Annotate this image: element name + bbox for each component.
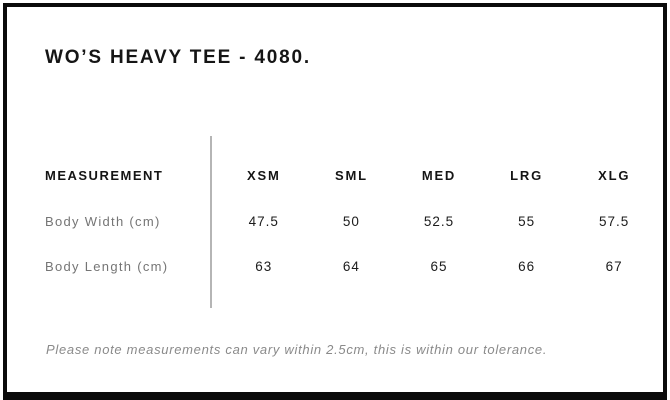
body-length-xsm-value: 63	[255, 258, 273, 274]
column-header-lrg: LRG	[510, 167, 543, 183]
table-row-body-width	[45, 212, 658, 230]
body-length-lrg-value: 66	[518, 258, 536, 274]
table-row-body-length	[45, 257, 658, 275]
column-header-measurement: MEASUREMENT	[45, 167, 164, 183]
row-label-body-width: Body Width (cm)	[45, 213, 161, 229]
body-width-sml-value: 50	[342, 213, 360, 229]
body-length-sml-value: 64	[342, 258, 360, 274]
tolerance-note: Please note measurements can vary within 2.5cm, this is within our tolerance.	[46, 342, 548, 357]
table-header-row	[45, 166, 658, 184]
body-length-xlg-value: 67	[605, 258, 623, 274]
column-header-xsm: XSM	[247, 167, 281, 183]
column-header-xlg: XLG	[598, 167, 631, 183]
body-width-med-value: 52.5	[423, 213, 455, 229]
body-width-lrg-value: 55	[518, 213, 536, 229]
page-title: WO’S HEAVY TEE - 4080.	[45, 47, 311, 68]
column-header-med: MED	[421, 167, 457, 183]
body-length-med-value: 65	[430, 258, 448, 274]
body-width-xlg-value: 57.5	[599, 213, 630, 229]
column-header-sml: SML	[334, 167, 368, 183]
body-width-xsm-value: 47.5	[248, 213, 279, 229]
row-label-body-length: Body Length (cm)	[45, 258, 169, 274]
